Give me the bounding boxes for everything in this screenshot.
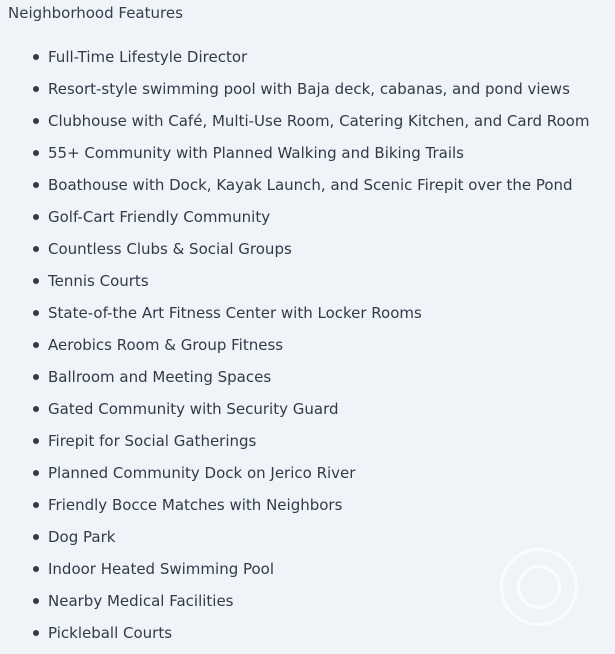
bullet-icon (33, 438, 39, 444)
feature-text: Nearby Medical Facilities (48, 592, 234, 610)
bullet-icon (33, 342, 39, 348)
bullet-icon (33, 534, 39, 540)
feature-text: Dog Park (48, 528, 116, 546)
feature-text: Ballroom and Meeting Spaces (48, 368, 272, 386)
feature-item (0, 270, 589, 302)
feature-item (0, 366, 589, 398)
feature-text: Firepit for Social Gatherings (48, 432, 257, 450)
bullet-icon (33, 54, 39, 60)
feature-item (0, 622, 589, 654)
feature-item (0, 238, 589, 270)
feature-text: Countless Clubs & Social Groups (48, 240, 292, 258)
feature-text: 55+ Community with Planned Walking and Biking Trails (48, 144, 464, 162)
bullet-icon (33, 182, 39, 188)
watermark-logo-icon (500, 548, 578, 626)
bullet-icon (33, 246, 39, 252)
feature-text: Golf-Cart Friendly Community (48, 208, 271, 226)
bullet-icon (33, 566, 39, 572)
bullet-icon (33, 118, 39, 124)
feature-item (0, 206, 589, 238)
feature-item (0, 334, 589, 366)
feature-item (0, 526, 589, 558)
feature-text: Friendly Bocce Matches with Neighbors (48, 496, 343, 514)
feature-item (0, 430, 589, 462)
feature-item (0, 174, 589, 206)
feature-item (0, 78, 589, 110)
feature-item (0, 142, 589, 174)
section-heading: Neighborhood Features (8, 4, 183, 22)
feature-text: Resort-style swimming pool with Baja deck, cabanas, and pond views (48, 80, 570, 98)
bullet-icon (33, 150, 39, 156)
feature-text: Clubhouse with Café, Multi-Use Room, Catering Kitchen, and Card Room (48, 112, 590, 130)
feature-text: Gated Community with Security Guard (48, 400, 339, 418)
feature-text: Planned Community Dock on Jerico River (48, 464, 356, 482)
bullet-icon (33, 630, 39, 636)
feature-text: Aerobics Room & Group Fitness (48, 336, 284, 354)
bullet-icon (33, 374, 39, 380)
bullet-icon (33, 598, 39, 604)
feature-text: Boathouse with Dock, Kayak Launch, and Scenic Firepit over the Pond (48, 176, 573, 194)
feature-text: Pickleball Courts (48, 624, 173, 642)
feature-item (0, 302, 589, 334)
bullet-icon (33, 502, 39, 508)
feature-item (0, 46, 589, 78)
feature-text: State-of-the Art Fitness Center with Locker Rooms (48, 304, 422, 322)
bullet-icon (33, 278, 39, 284)
bullet-icon (33, 86, 39, 92)
feature-item (0, 398, 589, 430)
feature-list (0, 46, 589, 654)
bullet-icon (33, 470, 39, 476)
feature-item (0, 462, 589, 494)
feature-text: Full-Time Lifestyle Director (48, 48, 248, 66)
feature-text: Indoor Heated Swimming Pool (48, 560, 275, 578)
feature-item (0, 494, 589, 526)
feature-text: Tennis Courts (48, 272, 149, 290)
feature-item (0, 110, 589, 142)
bullet-icon (33, 214, 39, 220)
bullet-icon (33, 406, 39, 412)
bullet-icon (33, 310, 39, 316)
